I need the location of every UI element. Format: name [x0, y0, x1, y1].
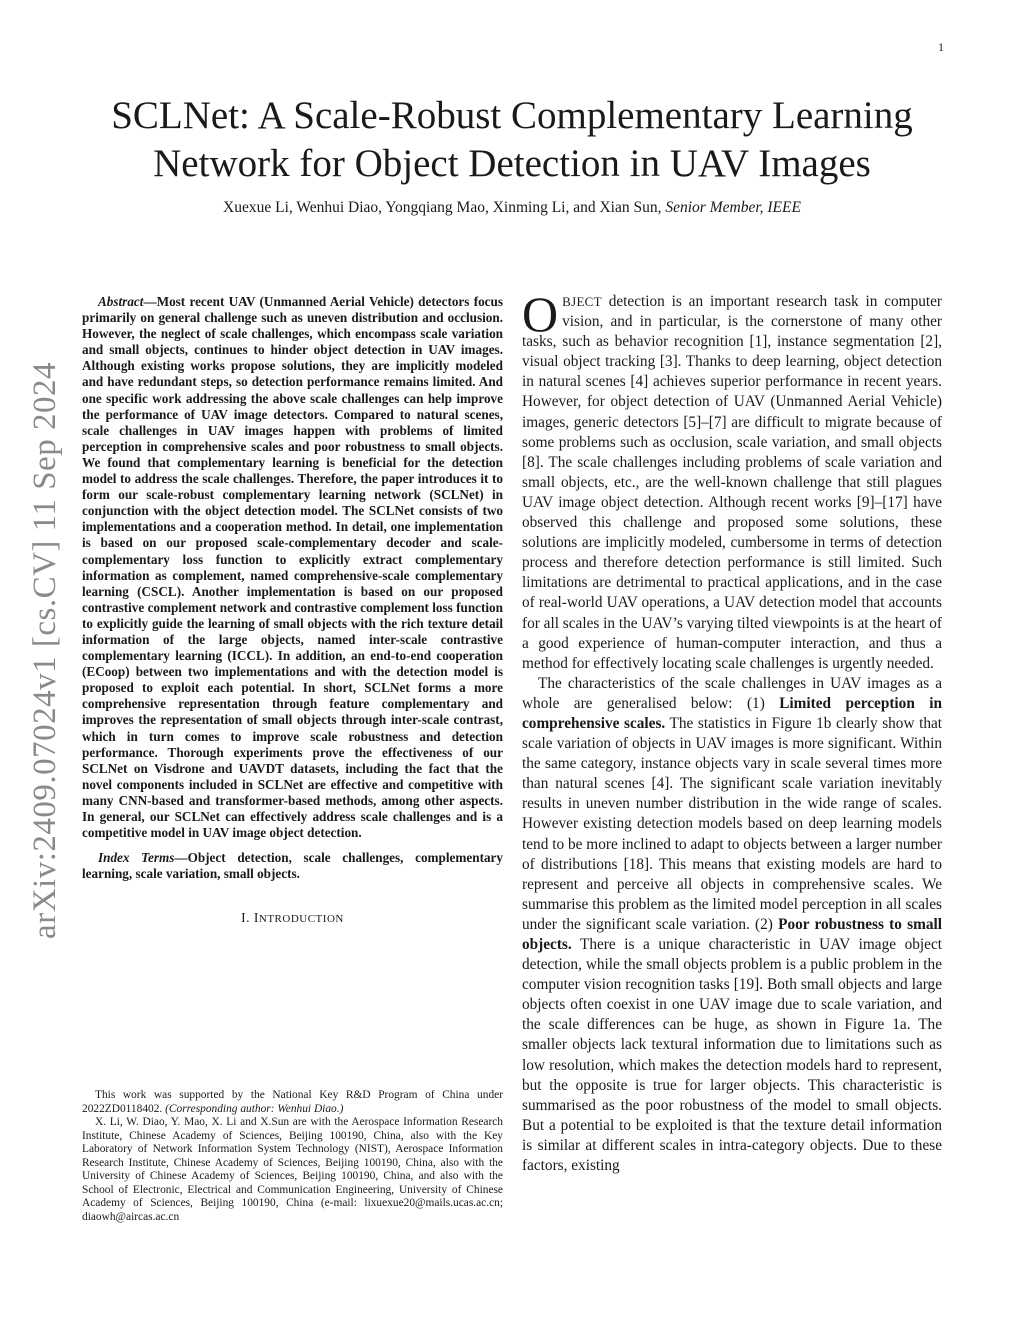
- limited-perception-heading: Limited perception in comprehensive scales.: [522, 694, 942, 732]
- index-terms-text: —Object detection, scale challenges, complementary learning, scale variation, small objects.: [82, 850, 503, 882]
- intro-paragraph-2-end: There is a unique characteristic in UAV image object detection, while the small objects problem is a public problem in the computer vision recognition tasks [19]. Both small objects and large objects often coexist in one UAV image due to scale variation, and the scale differences can be huge, as shown in Figure 1a. The smaller objects lack textural information due to limitations such as low resolution, which makes the detection models hard to represent, but the opposite is true for larger objects. This characteristic is summarised as the poor robustness of the model to small objects. But a potential to be exploited is that the texture detail information is similar at different scales in intra-category objects. Due to these factors, existing: [522, 936, 942, 1175]
- poor-robustness-heading: Poor robustness to small objects.: [522, 915, 943, 953]
- arxiv-identifier-text: arXiv:2409.07024v1 [cs.CV] 11 Sep 2024: [26, 361, 63, 939]
- section-heading: [82, 910, 503, 926]
- section-title-rest: NTRODUCTION: [258, 913, 344, 926]
- drop-cap: O: [522, 286, 559, 342]
- corresponding-author: (Corresponding author: Wenhui Diao.): [165, 1102, 344, 1115]
- section-title-initial: I: [253, 910, 259, 926]
- footnote-funding: [82, 1089, 503, 1116]
- intro-paragraph-1-text: detection is an important research task in computer vision, and in particular, is the cornerstone of many other tasks, such as behavior recognition [1], instance segmentation [2], visual object tracking [3]. Thanks to deep learning, object detection in natural scenes [4] achieves superior performance in recent years. However, for object detection of UAV (Unmanned Aerial Vehicle) images, generic detectors [5]–[7] are difficult to migrate because of some problems such as occlusion, scale variation, and small objects [8]. The scale challenges including problems of scale variation and small objects, etc., are the well-known challenge that still plagues UAV image object detection. Although recent works [9]–[17] have observed this challenge and proposed some solutions, these solutions are implicitly modeled, cumbersome in terms of detection process and therefore detection performance is still limited. Such limitations are detrimental to practical applications, and in the case of real-world UAV operations, a UAV detection model that accounts for all scales in the UAV’s varying tilted viewpoints is at the heart of a good experience of human-computer interaction, and thus a method for effectively locating scale challenges is urgently needed.: [522, 293, 942, 672]
- author-membership: Senior Member, IEEE: [665, 199, 801, 216]
- right-column: [522, 286, 943, 1176]
- first-word-rest: BJECT: [562, 294, 602, 309]
- author-names: Xuexue Li, Wenhui Diao, Yongqiang Mao, Xinming Li, and Xian Sun,: [223, 199, 662, 216]
- intro-paragraph-2-start: The characteristics of the scale challenges in UAV images as a whole are generalised below: (1): [522, 674, 942, 712]
- index-terms: [82, 850, 503, 882]
- abstract: [82, 294, 503, 841]
- left-column: [82, 294, 503, 926]
- abstract-text: —Most recent UAV (Unmanned Aerial Vehicle) detectors focus primarily on general challenge such as uneven distribution and occlusion. However, the neglect of scale challenges, which encompass scale variation and small objects, continues to hinder object detection in UAV images. Although existing works propose solutions, they are implicitly modeled and have redundant steps, so detection performance remains limited. And one specific work addressing the above scale challenges can help improve the performance of UAV image detectors. Compared to natural scenes, scale challenges in UAV images happen with problems of limited perception in comprehensive scales and poor robustness to small objects. We found that complementary learning is beneficial for the detection model to address the scale challenges. Therefore, the paper introduces it to form our scale-robust complementary learning network (SCLNet) in conjunction with the object detection model. The SCLNet consists of two implementations and a cooperation method. In detail, one implementation is based on our proposed scale-complementary decoder and scale-complementary loss function to explicitly extract complementary information as complement, named comprehensive-scale complementary learning (CSCL). Another implementation is based on our proposed contrastive complement network and contrastive complement loss function to explicitly guide the learning of small objects with the rich texture detail information of the large objects, named inter-scale contrastive complementary learning (ICCL). In addition, an end-to-end cooperation (ECoop) between two implementations and with the detection model is proposed to exploit each potential. In short, SCLNet forms a more comprehensive representation through feature complementary and improves the representation of small objects through inter-scale contrast, which in turn comes to improve scale robustness and detection performance. Thorough experiments prove the effectiveness of our SCLNet on Visdrone and UAVDT datasets, including the fact that the novel components included in SCLNet are effective and competitive with many CNN-based and transformer-based methods, among other aspects. In general, our SCLNet can effectively address scale challenges and is a competitive model in UAV image object detection.: [82, 294, 503, 841]
- author-line: [60, 199, 964, 217]
- footnote-affiliations: X. Li, W. Diao, Y. Mao, X. Li and X.Sun are with the Aerospace Information Research Institute, Chinese Academy of Sciences, Beijing 100190, China, also with the Key Laboratory of Network Information System Technology (NIST), Aerospace Information Research Institute, Chinese Academy of Sciences, Beijing 100190, China, also with the University of Chinese Academy of Sciences, Beijing 100190, China, and also with the School of Electronic, Electrical and Communication Engineering, University of Chinese Academy of Sciences, Beijing 100190, China (e-mail: lixuexue20@mails.ucas.ac.cn; diaowh@aircas.ac.cn: [82, 1116, 503, 1223]
- footnotes: [82, 1089, 503, 1224]
- intro-paragraph-2: [522, 674, 942, 1176]
- page-number: 1: [938, 40, 944, 54]
- paper-title: SCLNet: A Scale-Robust Complementary Learning Network for Object Detection in UAV Images: [111, 94, 913, 185]
- index-terms-label: Index Terms: [98, 850, 175, 866]
- section-numeral: I.: [241, 910, 251, 926]
- intro-paragraph-1: [522, 286, 942, 674]
- footnote-funding-text: This work was supported by the National Key R&D Program of China under 2022ZD0118402.: [82, 1089, 503, 1115]
- arxiv-identifier: [10, 355, 80, 945]
- intro-paragraph-2-mid: The statistics in Figure 1b clearly show that scale variation of objects in UAV images is more significant. Within the same category, instance objects vary in scale several times more than natural scenes [4]. The significant scale variation inevitably results in uneven number distribution in the wide range of scales. However existing detection models based on deep learning models tend to be more inclined to adapt to objects between a larger number of distributions [18]. This means that existing models are hard to represent and perceive all objects in comprehensive scales. We summarise this problem as the limited model perception in all scales under the significant scale variation. (2): [522, 714, 943, 933]
- abstract-label: Abstract: [98, 294, 144, 309]
